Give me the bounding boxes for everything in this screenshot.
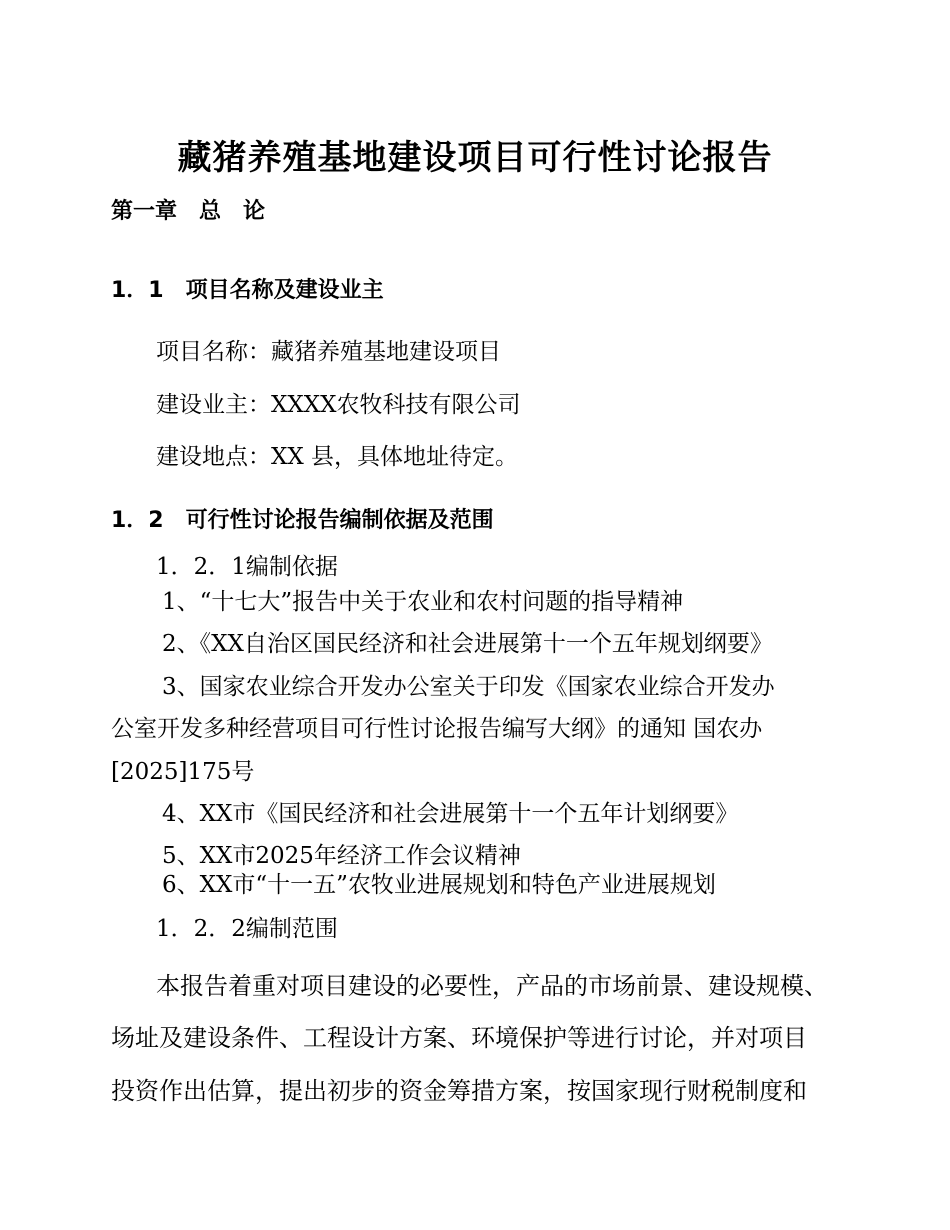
basis-item: 6、XX市“十一五”农牧业进展规划和特色产业进展规划 [162, 872, 716, 898]
basis-item-continuation: 公室开发多种经营项目可行性讨论报告编写大纲》的通知 国农办 [111, 716, 763, 742]
project-location-line: 建设地点：XX 县，具体地址待定。 [156, 444, 519, 470]
document-title: 藏猪养殖基地建设项目可行性讨论报告 [177, 138, 773, 178]
basis-item: 2、《XX自治区国民经济和社会进展第十一个五年规划纲要》 [162, 631, 773, 657]
basis-item: 3、国家农业综合开发办公室关于印发《国家农业综合开发办 [162, 674, 775, 700]
scope-paragraph-line: 场址及建设条件、工程设计方案、环境保护等进行讨论，并对项目 [111, 1024, 807, 1052]
section-heading-1-2: 1．2 可行性讨论报告编制依据及范围 [111, 508, 494, 533]
scope-subheading: 1．2．2编制范围 [156, 916, 338, 942]
section-heading-1-1: 1．1 项目名称及建设业主 [111, 278, 384, 303]
project-owner-line: 建设业主：XXXX农牧科技有限公司 [156, 392, 521, 418]
basis-item: 4、XX市《国民经济和社会进展第十一个五年计划纲要》 [162, 801, 739, 827]
chapter-heading: 第一章 总 论 [111, 199, 266, 224]
basis-subheading: 1．2．1编制依据 [156, 554, 338, 580]
scope-paragraph-line: 本报告着重对项目建设的必要性，产品的市场前景、建设规模、 [156, 972, 828, 1000]
basis-item: 1、“十七大”报告中关于农业和农村问题的指导精神 [162, 589, 684, 615]
basis-item-continuation: [2025]175号 [111, 759, 255, 785]
scope-paragraph-line: 投资作出估算，提出初步的资金筹措方案，按国家现行财税制度和 [111, 1077, 807, 1105]
basis-item: 5、XX市2025年经济工作会议精神 [162, 843, 521, 869]
project-name-line: 项目名称：藏猪养殖基地建设项目 [156, 339, 501, 365]
